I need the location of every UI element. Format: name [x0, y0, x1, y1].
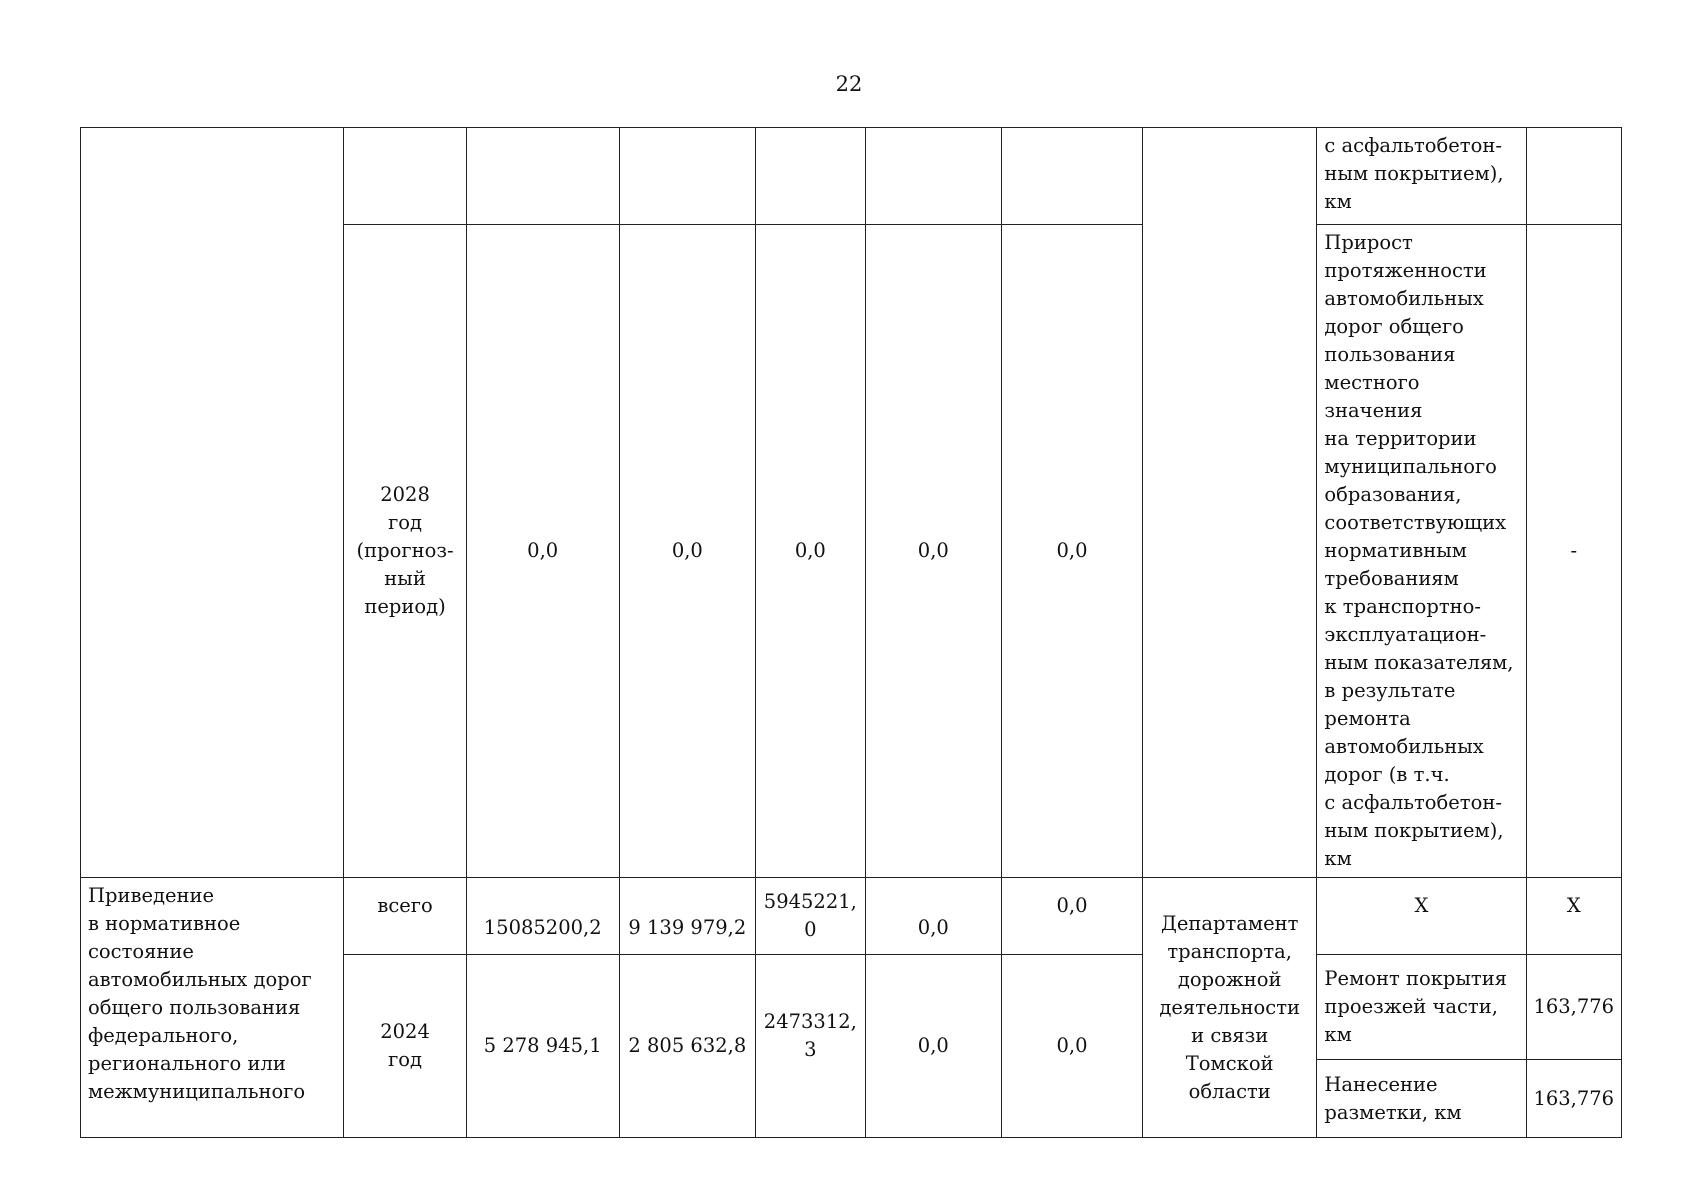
value-cell-empty — [466, 128, 619, 225]
year-label-2028: 2028 год (прогноз- ный период) — [344, 225, 466, 878]
year-label-total: всего — [344, 878, 466, 955]
value-cell: 0,0 — [1002, 955, 1143, 1138]
indicator-value-cell: X — [1526, 878, 1621, 955]
indicator-name-cell: Ремонт покрытия проезжей части, км — [1317, 955, 1526, 1060]
measure-name-cell-continued — [81, 128, 344, 878]
value-cell: 0,0 — [466, 225, 619, 878]
page-number: 22 — [835, 72, 863, 96]
value-cell: 0,0 — [865, 955, 1002, 1138]
value-cell: 15085200,2 — [466, 878, 619, 955]
indicator-value-cell: 163,776 — [1526, 1060, 1621, 1138]
value-cell-empty — [619, 128, 756, 225]
value-cell: 5945221, 0 — [756, 878, 865, 955]
indicator-name-cell: Прирост протяженности автомобильных дорог общего пользования местного значения на территории муниципального образования, соответствующих нормативным требованиям к транспортно- эксплуатацион- ным показателям, в результате ремонта автомобильных дорог (в т.ч. с асфальтобетон- ным покрытием), км — [1317, 225, 1526, 878]
indicator-fragment-cell: с асфальтобетон- ным покрытием), км — [1317, 128, 1526, 225]
indicator-name-cell: Нанесение разметки, км — [1317, 1060, 1526, 1138]
indicator-value-cell: - — [1526, 225, 1621, 878]
table-row — [81, 128, 1622, 225]
value-cell: 0,0 — [1002, 878, 1143, 955]
value-cell: 0,0 — [865, 225, 1002, 878]
value-cell-empty — [1002, 128, 1143, 225]
responsible-org-cell: Департамент транспорта, дорожной деятельности и связи Томской области — [1142, 878, 1316, 1138]
value-cell-empty — [865, 128, 1002, 225]
value-cell: 0,0 — [1002, 225, 1143, 878]
year-label-2024: 2024 год — [344, 955, 466, 1138]
year-cell-empty — [344, 128, 466, 225]
budget-table — [80, 127, 1622, 1138]
value-cell-empty — [756, 128, 865, 225]
value-cell: 0,0 — [619, 225, 756, 878]
table-row — [81, 878, 1622, 955]
indicator-value-empty — [1526, 128, 1621, 225]
value-cell: 0,0 — [865, 878, 1002, 955]
value-cell: 2473312, 3 — [756, 955, 865, 1138]
value-cell: 5 278 945,1 — [466, 955, 619, 1138]
value-cell: 0,0 — [756, 225, 865, 878]
value-cell: 2 805 632,8 — [619, 955, 756, 1138]
measure-name-cell: Приведение в нормативное состояние автомобильных дорог общего пользования федерального, регионального или межмуниципального — [81, 878, 344, 1138]
responsible-cell-continued — [1142, 128, 1316, 878]
value-cell: 9 139 979,2 — [619, 878, 756, 955]
indicator-name-cell: X — [1317, 878, 1526, 955]
indicator-value-cell: 163,776 — [1526, 955, 1621, 1060]
